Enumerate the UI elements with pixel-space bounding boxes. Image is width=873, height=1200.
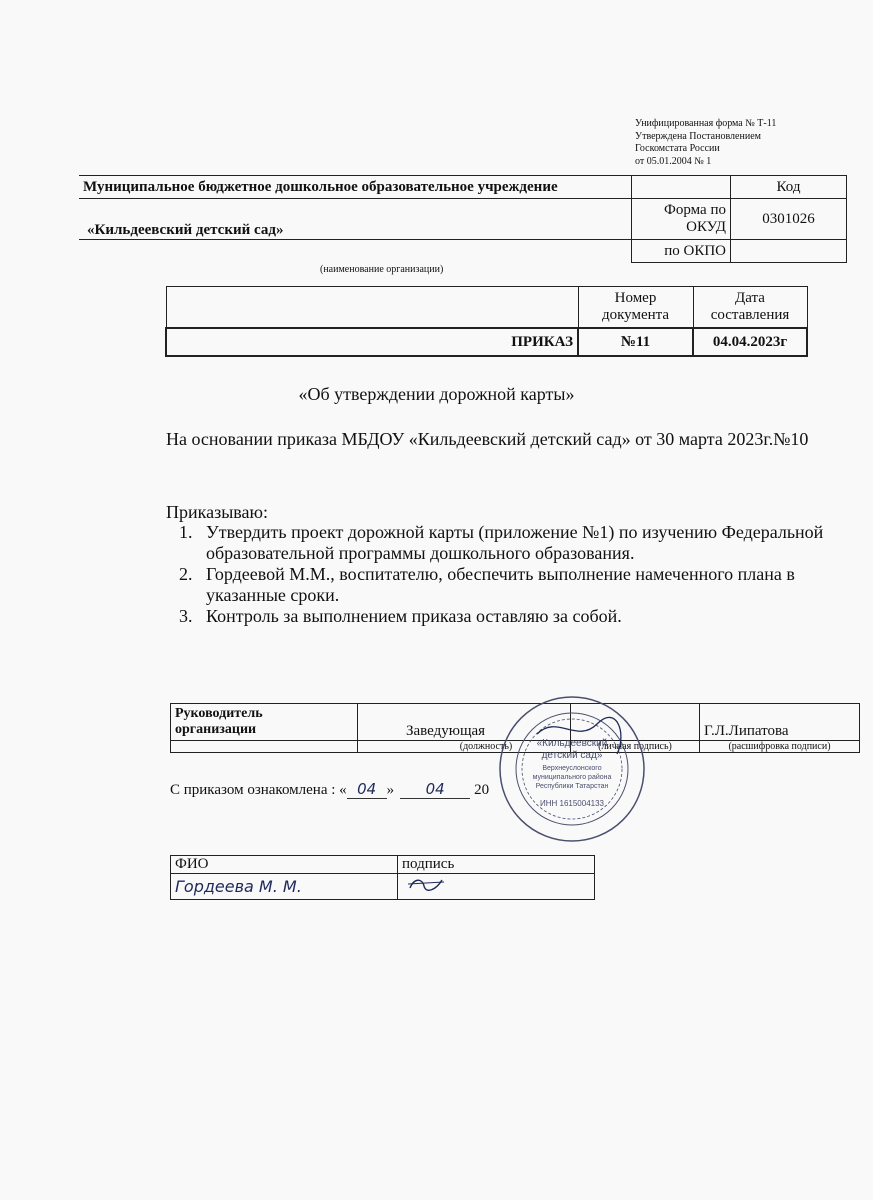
okud-value: 0301026 [731,199,847,240]
form-note-line: Унифицированная форма № Т-11 [635,118,777,129]
form-note-line: Госкомстата России [635,143,720,154]
ack-month: 04 [400,780,470,799]
organization-table [79,175,847,263]
doc-number: №11 [578,328,693,356]
order-basis: На основании приказа МБДОУ «Кильдеевский детский сад» от 30 марта 2023г.№10 [166,429,809,449]
number-header-line: Номер [614,290,657,306]
form-note-line: от 05.01.2004 № 1 [635,155,712,167]
head-label-line: Руководитель [175,706,263,721]
head-label [171,704,358,741]
item-number: 1. [179,522,193,542]
order-subject: «Об утверждении дорожной карты» [298,384,575,404]
organization-stamp [497,694,647,844]
item-number: 2. [179,564,193,584]
acknowledgement-table [170,855,595,900]
date-header-line: Дата [735,290,765,306]
form-note [635,118,776,168]
doc-type: ПРИКАЗ [166,328,578,356]
ack-quote: » [386,782,395,798]
code-header: Код [731,176,847,199]
item-text: Контроль за выполнением приказа оставляю за собой. [206,606,622,626]
head-name: Г.Л.Липатова [700,704,860,741]
caption-position: (должность) [358,741,571,753]
order-item [166,564,826,606]
ack-day: 04 [347,780,387,799]
fio-value: Гордеева М. М. [171,874,398,900]
fio-header: ФИО [171,856,398,874]
okpo-label: по ОКПО [632,240,731,263]
stamp-text: «Кильдеевский [536,738,608,749]
order-item [166,606,826,627]
number-header-line: документа [601,307,670,323]
order-item [166,522,826,564]
signature-mark [402,874,452,894]
org-caption: (наименование организации) [320,264,444,275]
caption-decode: (расшифровка подписи) [700,741,860,753]
okud-label-line: Форма по [664,202,726,218]
signature-cell [398,874,595,900]
caption-signature: (личная подпись) [571,741,700,753]
stamp-text: Республики Татарстан [535,783,609,790]
item-text: Гордеевой М.М., воспитателю, обеспечить выполнение намеченного плана в указанные сроки. [206,564,795,605]
okud-label [632,199,731,240]
stamp-text: ИНН 1615004133 [539,799,605,808]
signature-header: подпись [398,856,595,874]
date-header-line: составления [710,307,790,323]
stamp-text: детский сад» [541,750,603,761]
item-text: Утвердить проект дорожной карты (приложение №1) по изучению Федеральной образовательной программы дошкольного образования. [206,522,824,563]
head-label-line: организации [175,722,257,737]
org-name: Муниципальное бюджетное дошкольное образовательное учреждение [79,176,632,199]
org-name-quoted: «Кильдеевский детский сад» [79,199,632,240]
order-items [166,522,826,627]
number-header [578,287,693,329]
doc-date: 04.04.2023г [693,328,807,356]
stamp-text: Верхнеуслонского [542,765,602,772]
ack-year: 20 [474,782,490,798]
stamp-text: муниципального района [532,774,612,781]
head-position: Заведующая [358,704,571,741]
okud-label-line: ОКУД [686,219,726,235]
acknowledgement [170,780,489,799]
item-number: 3. [179,606,193,626]
prikazyvayu-heading: Приказываю: [166,502,268,522]
form-note-line: Утверждена Постановлением [635,130,761,142]
order-table [165,286,808,357]
date-header [693,287,807,329]
ack-text: С приказом ознакомлена : « [170,782,347,798]
